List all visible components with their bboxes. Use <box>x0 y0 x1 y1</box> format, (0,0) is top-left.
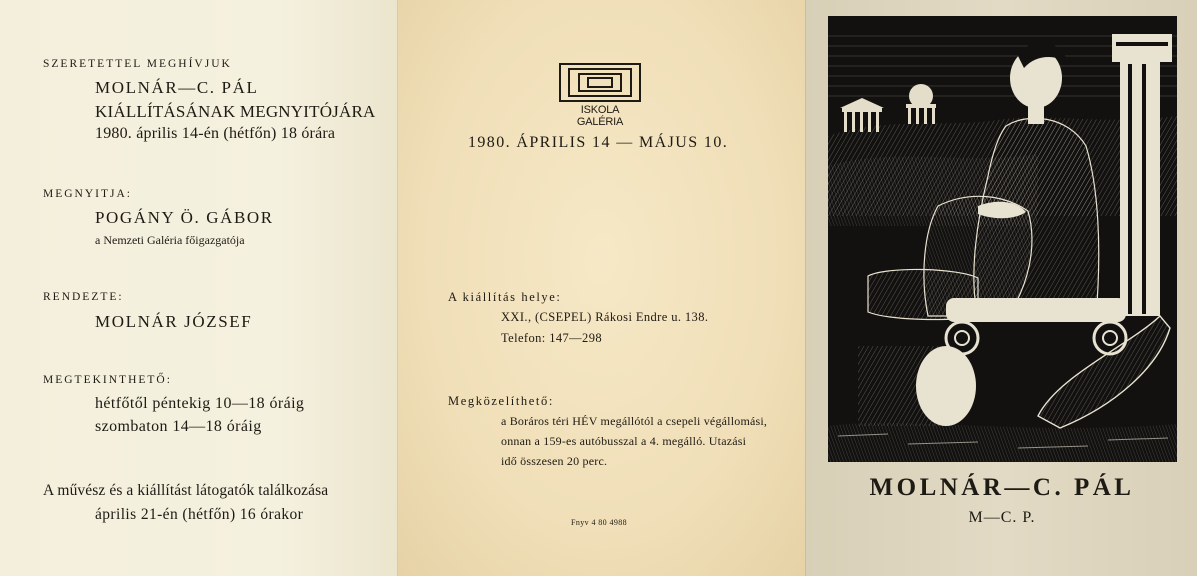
opening-date: 1980. április 14-én (hétfőn) 18 órára <box>95 125 336 142</box>
cover-artist-name: MOLNÁR—C. PÁL <box>869 474 1135 501</box>
opening-line: KIÁLLÍTÁSÁNAK MEGNYITÓJÁRA <box>95 102 376 121</box>
opened-by-name: POGÁNY Ö. GÁBOR <box>95 208 274 227</box>
invitation-middle-panel <box>397 0 805 576</box>
exhibition-date-range: 1980. ÁPRILIS 14 — MÁJUS 10. <box>468 134 729 151</box>
opened-by-title: a Nemzeti Galéria főigazgatója <box>95 233 245 247</box>
viewable-saturday: szombaton 14—18 óráig <box>95 418 262 435</box>
opened-by-label: MEGNYITJA: <box>43 188 132 200</box>
cover-monogram: M—C. P. <box>968 509 1036 526</box>
gallery-logo-icon <box>559 63 641 102</box>
access-line-1: a Boráros téri HÉV megállótól a csepeli végállomási, <box>501 414 768 428</box>
venue-address: XXI., (CSEPEL) Rákosi Endre u. 138. <box>501 310 709 324</box>
arranged-label: RENDEZTE: <box>43 291 124 303</box>
print-code: Fnyv 4 80 4988 <box>571 518 628 527</box>
access-label: Megközelíthető: <box>448 394 554 408</box>
access-line-3: idő összesen 20 perc. <box>501 454 608 468</box>
invitation-cover-panel <box>805 0 1197 576</box>
woodcut-artwork <box>828 16 1177 462</box>
artist-line: MOLNÁR—C. PÁL <box>95 78 259 97</box>
access-line-2: onnan a 159-es autóbusszal a 4. megálló. Utazási <box>501 434 747 448</box>
venue-phone: Telefon: 147—298 <box>501 331 602 345</box>
meeting-line-2: április 21-én (hétfőn) 16 órakor <box>95 506 304 523</box>
meeting-line-1: A művész és a kiállítást látogatók találkozása <box>43 482 329 499</box>
viewable-label: MEGTEKINTHETŐ: <box>43 374 172 386</box>
gallery-logo-text: ISKOLA GALÉRIA <box>576 104 624 128</box>
arranged-name: MOLNÁR JÓZSEF <box>95 312 253 331</box>
invitation-left-panel <box>0 0 397 576</box>
invite-label: SZERETETTEL MEGHÍVJUK <box>43 58 232 70</box>
venue-label: A kiállítás helye: <box>448 290 562 304</box>
viewable-weekdays: hétfőtől péntekig 10—18 óráig <box>95 395 305 412</box>
